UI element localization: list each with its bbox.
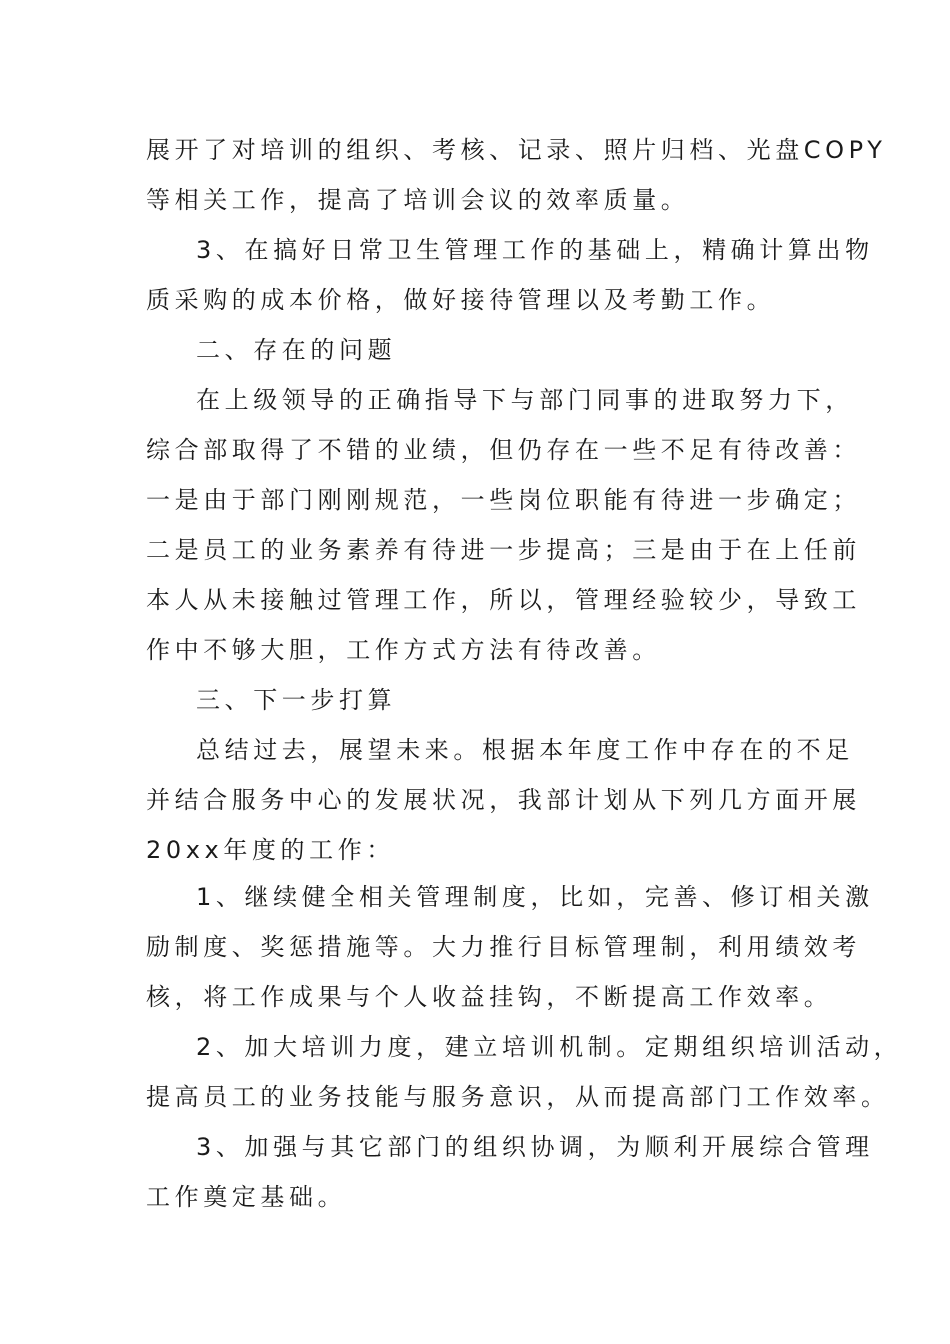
body-text-line: 综合部取得了不错的业绩，但仍存在一些不足有待改善： — [146, 436, 861, 464]
numbered-item-line: 1、继续健全相关管理制度，比如，完善、修订相关激 — [196, 883, 874, 911]
paragraph-first-line: 总结过去，展望未来。根据本年度工作中存在的不足 — [196, 736, 854, 764]
body-text-line: 20xx年度的工作： — [146, 836, 395, 864]
body-text-line: 质采购的成本价格，做好接待管理以及考勤工作。 — [146, 286, 776, 314]
section-heading: 三、下一步打算 — [196, 686, 397, 714]
numbered-item-line: 2、加大培训力度，建立培训机制。定期组织培训活动， — [196, 1033, 903, 1061]
body-text-line: 展开了对培训的组织、考核、记录、照片归档、光盘COPY — [146, 136, 887, 164]
section-heading: 二、存在的问题 — [196, 336, 397, 364]
body-text-line: 工作奠定基础。 — [146, 1183, 347, 1211]
numbered-item-line: 3、在搞好日常卫生管理工作的基础上，精确计算出物 — [196, 236, 874, 264]
body-text-line: 并结合服务中心的发展状况，我部计划从下列几方面开展 — [146, 786, 861, 814]
numbered-item-line: 3、加强与其它部门的组织协调，为顺利开展综合管理 — [196, 1133, 874, 1161]
paragraph-first-line: 在上级领导的正确指导下与部门同事的进取努力下， — [196, 386, 854, 414]
body-text-line: 等相关工作，提高了培训会议的效率质量。 — [146, 186, 690, 214]
body-text-line: 核，将工作成果与个人收益挂钩，不断提高工作效率。 — [146, 983, 833, 1011]
body-text-line: 作中不够大胆，工作方式方法有待改善。 — [146, 636, 661, 664]
body-text-line: 二是员工的业务素养有待进一步提高；三是由于在上任前 — [146, 536, 861, 564]
body-text-line: 本人从未接触过管理工作，所以，管理经验较少，导致工 — [146, 586, 861, 614]
body-text-line: 励制度、奖惩措施等。大力推行目标管理制，利用绩效考 — [146, 933, 861, 961]
body-text-line: 提高员工的业务技能与服务意识，从而提高部门工作效率。 — [146, 1083, 890, 1111]
body-text-line: 一是由于部门刚刚规范，一些岗位职能有待进一步确定； — [146, 486, 861, 514]
